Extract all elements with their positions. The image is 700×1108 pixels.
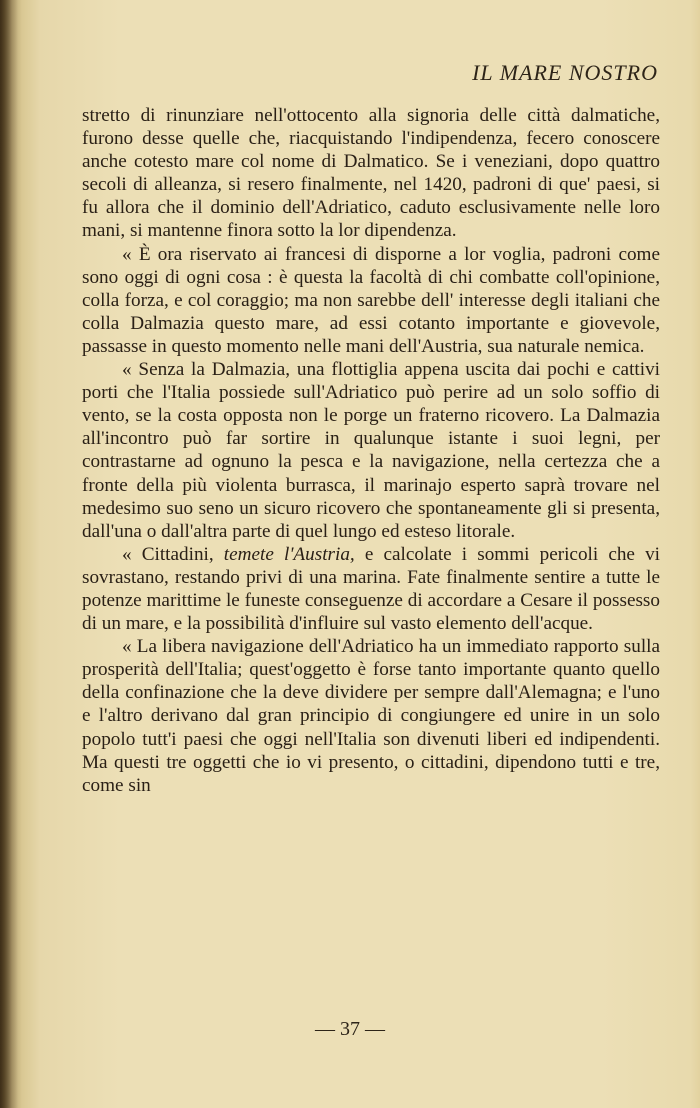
text-run: e calcolate i sommi pericoli che vi sovrastano, restando privi di una marina. Fate finalmente sentire a tutte le potenze marittime le funeste conseguenze di accordare a Cesare il possesso di un mare, e la possibilità d'influire sul vasto elemento dell'acque. xyxy=(82,543,660,635)
running-head: IL MARE NOSTRO xyxy=(472,60,658,85)
body-text xyxy=(82,104,660,797)
text-run: « Senza la Dalmazia, una flottiglia appena uscita dai pochi e cattivi porti che l'Italia possiede sull'Adriatico può perire ad un solo soffio di vento, se la costa opposta non le porge un fraterno ricovero. La Dalmazia all'incontro può far sortire in qualunque istante i suoi legni, per contrastarne ad ognuno la pesca e la navigazione, nella certezza che a fronte della più violenta burrasca, il marinajo esperto saprà trovare nel medesimo suo seno un sicuro ricovero che spontaneamente gli si presenta, dall'una o dall'altra parte di quel lungo ed esteso litorale. xyxy=(82,359,660,542)
text-run: « La libera navigazione dell'Adriatico ha un immediato rapporto sulla prosperità dell'Italia; quest'oggetto è forse tanto importante quanto quello della confinazione che la deve dividere per sempre dall'Alemagna; e l'uno e l'altro derivano dal gran principio di congiungere ed unire in un solo popolo tutt'i paesi che oggi nell'Italia son divenuti liberi ed indipendenti. Ma questi tre oggetti che io vi presento, o cittadini, dipendono tutti e tre, come sin xyxy=(82,636,660,796)
page-number: — 37 — xyxy=(315,1018,385,1040)
text-run: « È ora riservato ai francesi di disporne a lor voglia, padroni come sono oggi di ogni cosa : è questa la facoltà di chi combatte coll'opinione, colla forza, e col coraggio; ma non sarebbe dell' interesse degli italiani che colla Dalmazia questo mare, ad essi cotanto importante e giovevole, passasse in questo momento nelle mani dell'Austria, sua naturale nemica. xyxy=(82,243,660,357)
paragraph xyxy=(82,543,660,635)
paragraph xyxy=(82,635,660,797)
text-run: « Cittadini, xyxy=(122,543,224,565)
spine-shadow xyxy=(0,0,18,1108)
paragraph xyxy=(82,104,660,243)
paragraph xyxy=(82,358,660,543)
paragraph xyxy=(82,243,660,358)
text-run: stretto di rinunziare nell'ottocento alla signoria delle città dalmatiche, furono desse quelle che, riacquistando l'indipendenza, fecero conoscere anche cotesto mare col nome di Dalmatico. Se i veneziani, dopo quattro secoli di alleanza, si resero finalmente, nel 1420, padroni di que' paesi, si fu allora che il dominio dell'Adriatico, caduto esclusivamente nelle loro mani, si mantenne finora sotto la lor dipendenza. xyxy=(82,105,660,242)
italic-phrase: temete l'Austria, xyxy=(223,543,355,565)
